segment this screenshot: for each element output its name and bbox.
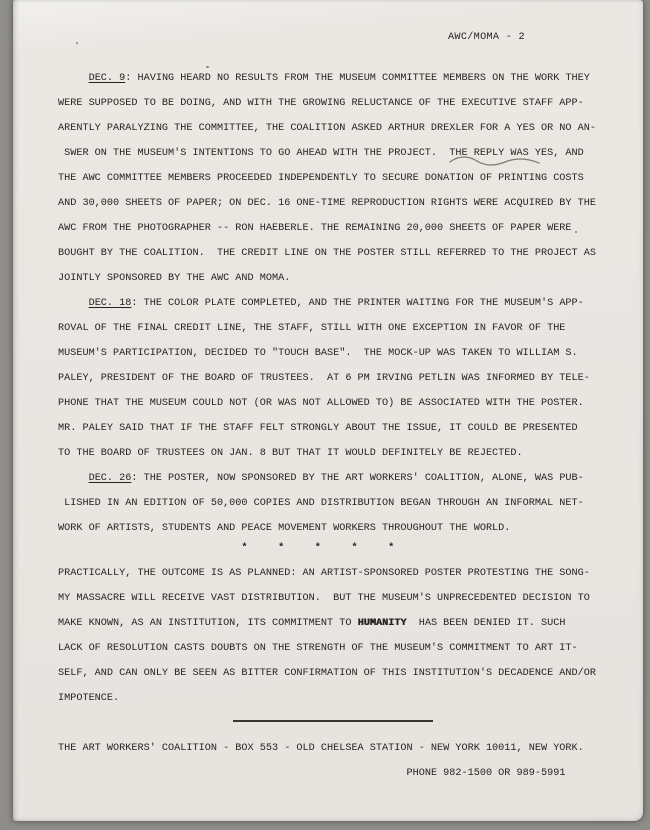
text-line: MR. PALEY SAID THAT IF THE STAFF FELT STRONGLY ABOUT THE ISSUE, IT COULD BE PRESENTED [58, 423, 578, 434]
page-number: AWC/MOMA - 2 [448, 32, 525, 43]
text-segment: HAS BEEN DENIED IT. SUCH [406, 618, 566, 629]
text-line: SWER ON THE MUSEUM'S INTENTIONS TO GO AHEAD WITH THE PROJECT. THE REPLY WAS YES, AND [58, 148, 584, 159]
emphasized-word: HUMANITY [357, 618, 407, 629]
text-line: MUSEUM'S PARTICIPATION, DECIDED TO "TOUCH BASE". THE MOCK-UP WAS TAKEN TO WILLIAM S. [58, 348, 578, 359]
text-line: AND 30,000 SHEETS OF PAPER; ON DEC. 16 ONE-TIME REPRODUCTION RIGHTS WERE ACQUIRED BY THE [58, 198, 596, 209]
paragraph-indent [58, 298, 89, 309]
text-line: MY MASSACRE WILL RECEIVE VAST DISTRIBUTION. BUT THE MUSEUM'S UNPRECEDENTED DECISION TO [58, 593, 590, 604]
footer-divider-line [58, 711, 596, 736]
text-line: TO THE BOARD OF TRUSTEES ON JAN. 8 BUT THAT IT WOULD DEFINITELY BE REJECTED. [58, 448, 523, 459]
date-heading-dec-9: DEC. 9 [88, 73, 126, 84]
paragraph-dec-9-heading-line [58, 66, 596, 91]
heading-line-text: : THE COLOR PLATE COMPLETED, AND THE PRINTER WAITING FOR THE MUSEUM'S APP- [131, 298, 584, 309]
text-segment: MAKE KNOWN, AS AN INSTITUTION, ITS COMMITMENT TO [58, 618, 358, 629]
text-line: PHONE THAT THE MUSEUM COULD NOT (OR WAS NOT ALLOWED TO) BE ASSOCIATED WITH THE POSTER. [58, 398, 584, 409]
text-line: ROVAL OF THE FINAL CREDIT LINE, THE STAFF, STILL WITH ONE EXCEPTION IN FAVOR OF THE [58, 323, 566, 334]
footer-phone-indent [58, 768, 406, 779]
paragraph-dec-26-heading-line [58, 466, 596, 491]
paragraph-indent [58, 473, 89, 484]
divider-rule [233, 720, 433, 722]
text-line: WERE SUPPOSED TO BE DOING, AND WITH THE GROWING RELUCTANCE OF THE EXECUTIVE STAFF APP- [58, 98, 584, 109]
document-body [58, 66, 596, 786]
text-line: ARENTLY PARALYZING THE COMMITTEE, THE COALITION ASKED ARTHUR DREXLER FOR A YES OR NO AN- [58, 123, 596, 134]
paragraph-indent [58, 73, 89, 84]
paragraph-dec-18-heading-line [58, 291, 596, 316]
footer-phone-line [58, 761, 596, 786]
text-line: IMPOTENCE. [58, 693, 120, 704]
text-line: JOINTLY SPONSORED BY THE AWC AND MOMA. [58, 273, 291, 284]
text-line-with-emphasis [58, 611, 596, 636]
heading-line-text: : HAVING HEARD NO RESULTS FROM THE MUSEUM COMMITTEE MEMBERS ON THE WORK THEY [125, 73, 590, 84]
text-line: SELF, AND CAN ONLY BE SEEN AS BITTER CONFIRMATION OF THIS INSTITUTION'S DECADENCE AND/OR [58, 668, 596, 679]
text-line: THE AWC COMMITTEE MEMBERS PROCEEDED INDEPENDENTLY TO SECURE DONATION OF PRINTING COSTS [58, 173, 584, 184]
date-heading-dec-26: DEC. 26 [88, 473, 132, 484]
text-line: PRACTICALLY, THE OUTCOME IS AS PLANNED: AN ARTIST-SPONSORED POSTER PROTESTING THE SONG- [58, 568, 590, 579]
separator-stars: * * * * * [58, 543, 395, 554]
text-line: AWC FROM THE PHOTOGRAPHER -- RON HAEBERLE. THE REMAINING 20,000 SHEETS OF PAPER WERE [58, 223, 572, 234]
handwritten-squiggle-mark [447, 154, 543, 170]
text-line: BOUGHT BY THE COALITION. THE CREDIT LINE ON THE POSTER STILL REFERRED TO THE PROJECT AS [58, 248, 596, 259]
text-line: PALEY, PRESIDENT OF THE BOARD OF TRUSTEES. AT 6 PM IRVING PETLIN WAS INFORMED BY TELE- [58, 373, 590, 384]
scan-speck [76, 42, 78, 44]
footer-phone: PHONE 982-1500 OR 989-5991 [406, 768, 566, 779]
text-line: LISHED IN AN EDITION OF 50,000 COPIES AND DISTRIBUTION BEGAN THROUGH AN INFORMAL NET- [58, 498, 584, 509]
footer-address: THE ART WORKERS' COALITION - BOX 553 - OLD CHELSEA STATION - NEW YORK 10011, NEW YORK. [58, 743, 584, 754]
text-line: LACK OF RESOLUTION CASTS DOUBTS ON THE STRENGTH OF THE MUSEUM'S COMMITMENT TO ART IT- [58, 643, 578, 654]
text-line: WORK OF ARTISTS, STUDENTS AND PEACE MOVEMENT WORKERS THROUGHOUT THE WORLD. [58, 523, 511, 534]
heading-line-text: : THE POSTER, NOW SPONSORED BY THE ART WORKERS' COALITION, ALONE, WAS PUB- [131, 473, 584, 484]
date-heading-dec-18: DEC. 18 [88, 298, 132, 309]
